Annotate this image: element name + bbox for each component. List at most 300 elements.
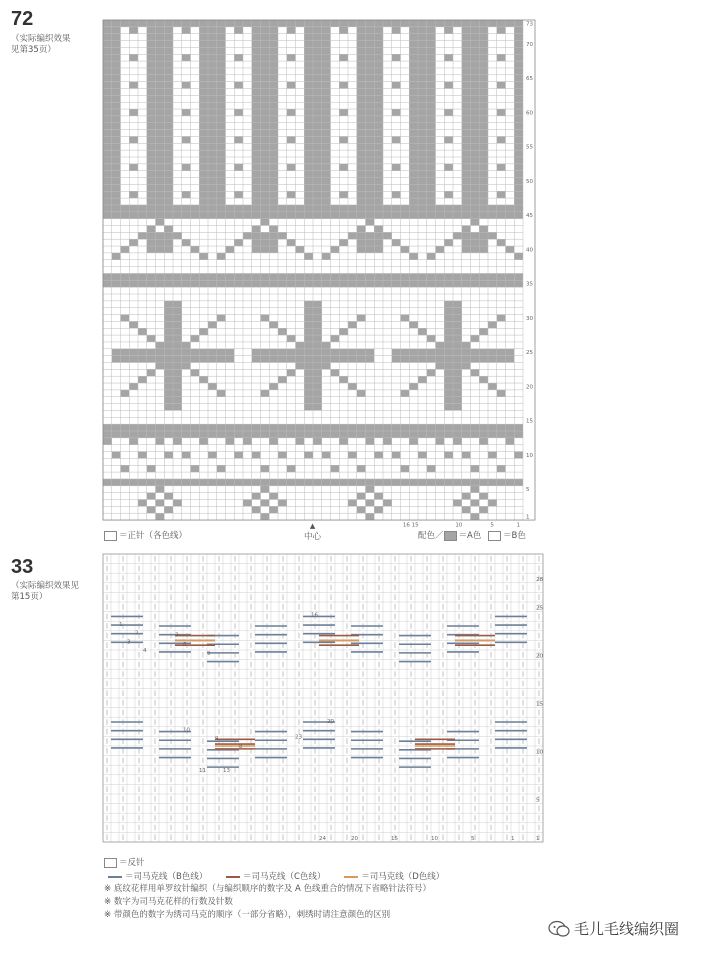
cell-a: [304, 390, 313, 397]
cell-a: [147, 424, 156, 431]
row-label: 65: [526, 76, 533, 83]
cell-a: [374, 75, 383, 82]
cell-a: [471, 465, 480, 472]
cell-a: [497, 431, 506, 438]
cell-a: [409, 178, 418, 185]
cell-a: [217, 75, 226, 82]
cell-a: [269, 232, 278, 239]
cell-a: [182, 431, 191, 438]
cell-a: [304, 404, 313, 411]
cell-a: [261, 273, 270, 280]
cell-a: [304, 157, 313, 164]
cell-a: [261, 130, 270, 137]
cell-a: [471, 123, 480, 130]
cell-a: [129, 136, 138, 143]
cell-a: [304, 479, 313, 486]
cell-a: [462, 342, 471, 349]
cell-a: [156, 232, 165, 239]
cell-a: [199, 205, 208, 212]
cell-a: [269, 479, 278, 486]
cell-a: [217, 82, 226, 89]
cell-a: [479, 506, 488, 513]
cell-a: [488, 321, 497, 328]
line-c-icon: [226, 876, 240, 878]
cell-a: [147, 431, 156, 438]
cell-a: [453, 438, 462, 445]
cell-a: [401, 315, 410, 322]
line-b-icon: [108, 876, 122, 878]
cell-a: [331, 20, 340, 27]
cell-a: [401, 356, 410, 363]
cell-a: [269, 246, 278, 253]
cell-a: [182, 20, 191, 27]
cell-a: [444, 335, 453, 342]
cell-a: [462, 226, 471, 233]
cell-a: [331, 246, 340, 253]
cell-a: [418, 150, 427, 157]
cell-a: [348, 500, 357, 507]
cell-a: [357, 116, 366, 123]
cell-a: [374, 226, 383, 233]
cell-a: [313, 280, 322, 287]
stitch-order-number: 10: [183, 727, 190, 734]
cell-a: [156, 123, 165, 130]
cell-a: [418, 376, 427, 383]
cell-a: [444, 20, 453, 27]
cell-a: [278, 212, 287, 219]
cell-a: [366, 54, 375, 61]
cell-a: [164, 198, 173, 205]
cell-a: [418, 61, 427, 68]
cell-a: [208, 82, 217, 89]
cell-a: [488, 424, 497, 431]
cell-a: [357, 246, 366, 253]
cell-a: [164, 431, 173, 438]
cell-a: [208, 198, 217, 205]
cell-a: [479, 356, 488, 363]
cell-a: [252, 20, 261, 27]
cell-a: [383, 205, 392, 212]
legend-knit-label: ＝正针（各色线）: [119, 531, 188, 541]
cell-a: [322, 130, 331, 137]
cell-a: [514, 123, 523, 130]
cell-a: [121, 20, 130, 27]
row-label: 25: [536, 605, 543, 612]
cell-a: [471, 68, 480, 75]
cell-a: [278, 431, 287, 438]
cell-a: [138, 479, 147, 486]
cell-a: [339, 376, 348, 383]
stitch-order-number: 9: [215, 736, 219, 743]
cell-a: [374, 123, 383, 130]
cell-a: [471, 75, 480, 82]
cell-a: [366, 143, 375, 150]
cell-a: [147, 68, 156, 75]
cell-a: [164, 68, 173, 75]
cell-a: [383, 438, 392, 445]
cell-a: [357, 232, 366, 239]
chart-72-note: [11, 34, 71, 56]
cell-a: [471, 356, 480, 363]
color-a-swatch-icon: [444, 531, 457, 541]
cell-a: [471, 171, 480, 178]
cell-a: [462, 232, 471, 239]
cell-a: [331, 280, 340, 287]
cell-a: [208, 184, 217, 191]
cell-a: [164, 397, 173, 404]
cell-a: [313, 356, 322, 363]
cell-a: [462, 150, 471, 157]
cell-a: [182, 27, 191, 34]
cell-a: [217, 356, 226, 363]
cell-a: [252, 506, 261, 513]
cell-a: [514, 157, 523, 164]
cell-a: [357, 315, 366, 322]
cell-a: [366, 219, 375, 226]
cell-a: [514, 205, 523, 212]
cell-a: [173, 404, 182, 411]
cell-a: [304, 75, 313, 82]
cell-a: [313, 273, 322, 280]
cell-a: [313, 376, 322, 383]
cell-a: [357, 95, 366, 102]
cell-a: [383, 431, 392, 438]
cell-a: [313, 116, 322, 123]
cell-a: [366, 116, 375, 123]
cell-a: [409, 171, 418, 178]
cell-a: [418, 123, 427, 130]
cell-a: [164, 212, 173, 219]
cell-a: [103, 123, 112, 130]
cell-a: [313, 205, 322, 212]
cell-a: [252, 239, 261, 246]
cell-a: [366, 34, 375, 41]
cell-a: [234, 164, 243, 171]
cell-a: [103, 20, 112, 27]
cell-a: [304, 397, 313, 404]
cell-a: [243, 273, 252, 280]
cell-a: [252, 356, 261, 363]
row-label: 40: [526, 247, 533, 254]
cell-a: [374, 205, 383, 212]
cell-a: [226, 205, 235, 212]
cell-a: [331, 369, 340, 376]
cell-a: [261, 95, 270, 102]
stitch-order-number: 11: [199, 767, 206, 774]
cell-a: [226, 280, 235, 287]
cell-a: [296, 280, 305, 287]
cell-a: [164, 191, 173, 198]
cell-a: [374, 34, 383, 41]
cell-a: [269, 95, 278, 102]
cell-a: [121, 212, 130, 219]
stitch-order-number: 1: [119, 622, 123, 628]
cell-a: [348, 479, 357, 486]
cell-a: [156, 89, 165, 96]
cell-a: [313, 191, 322, 198]
cell-a: [357, 171, 366, 178]
chart-33-number: 33: [11, 556, 34, 578]
cell-a: [348, 383, 357, 390]
cell-a: [112, 109, 121, 116]
cell-a: [287, 136, 296, 143]
cell-a: [261, 68, 270, 75]
cell-a: [366, 500, 375, 507]
cell-a: [392, 424, 401, 431]
cell-a: [129, 27, 138, 34]
cell-a: [164, 150, 173, 157]
cell-a: [173, 479, 182, 486]
cell-a: [418, 178, 427, 185]
cell-a: [234, 136, 243, 143]
cell-a: [304, 123, 313, 130]
cell-a: [471, 34, 480, 41]
cell-a: [339, 54, 348, 61]
cell-a: [147, 226, 156, 233]
cell-a: [208, 41, 217, 48]
cell-a: [173, 363, 182, 370]
cell-a: [331, 335, 340, 342]
cell-a: [138, 328, 147, 335]
cell-a: [471, 239, 480, 246]
cell-a: [156, 136, 165, 143]
cell-a: [112, 452, 121, 459]
cell-a: [409, 143, 418, 150]
cell-a: [173, 390, 182, 397]
cell-a: [147, 356, 156, 363]
cell-a: [497, 424, 506, 431]
legend-purl-label: ＝反针: [119, 858, 145, 868]
cell-a: [138, 205, 147, 212]
cell-a: [488, 500, 497, 507]
cell-a: [471, 349, 480, 356]
cell-a: [304, 164, 313, 171]
cell-a: [304, 184, 313, 191]
cell-a: [208, 130, 217, 137]
cell-a: [409, 20, 418, 27]
cell-a: [287, 280, 296, 287]
cell-a: [156, 143, 165, 150]
stitch-label: 20: [351, 836, 358, 842]
cell-a: [488, 20, 497, 27]
cell-a: [182, 109, 191, 116]
cell-a: [471, 61, 480, 68]
cell-a: [147, 54, 156, 61]
cell-a: [199, 61, 208, 68]
cell-a: [427, 34, 436, 41]
cell-a: [514, 130, 523, 137]
cell-a: [514, 424, 523, 431]
cell-a: [392, 479, 401, 486]
cell-a: [453, 205, 462, 212]
cell-a: [164, 328, 173, 335]
cell-a: [304, 95, 313, 102]
cell-a: [138, 452, 147, 459]
cell-a: [121, 315, 130, 322]
cell-a: [471, 335, 480, 342]
cell-a: [296, 438, 305, 445]
cell-a: [261, 123, 270, 130]
cell-a: [269, 280, 278, 287]
cell-a: [208, 191, 217, 198]
cell-a: [514, 82, 523, 89]
cell-a: [444, 308, 453, 315]
cell-a: [173, 342, 182, 349]
cell-a: [374, 198, 383, 205]
row-label: 70: [526, 41, 533, 48]
cell-a: [234, 54, 243, 61]
cell-a: [436, 438, 445, 445]
purl-swatch-icon: [104, 858, 117, 868]
cell-a: [462, 280, 471, 287]
cell-a: [164, 239, 173, 246]
cell-a: [164, 123, 173, 130]
cell-a: [199, 253, 208, 260]
cell-a: [304, 34, 313, 41]
stitch-order-number: 9: [207, 650, 211, 657]
cell-a: [453, 20, 462, 27]
cell-a: [234, 191, 243, 198]
cell-a: [103, 95, 112, 102]
stitch-order-number: 16: [311, 612, 318, 619]
cell-a: [296, 342, 305, 349]
cell-a: [479, 102, 488, 109]
cell-a: [164, 390, 173, 397]
cell-a: [471, 102, 480, 109]
cell-a: [191, 335, 200, 342]
cell-a: [129, 20, 138, 27]
cell-a: [366, 150, 375, 157]
cell-a: [287, 164, 296, 171]
cell-a: [357, 273, 366, 280]
cell-a: [409, 102, 418, 109]
cell-a: [147, 191, 156, 198]
cell-a: [331, 479, 340, 486]
cell-a: [199, 34, 208, 41]
cell-a: [121, 465, 130, 472]
cell-a: [339, 239, 348, 246]
cell-a: [261, 116, 270, 123]
cell-a: [479, 143, 488, 150]
cell-a: [313, 150, 322, 157]
cell-a: [322, 212, 331, 219]
cell-a: [427, 75, 436, 82]
row-label: 5: [526, 487, 530, 494]
cell-a: [479, 82, 488, 89]
cell-a: [182, 479, 191, 486]
cell-a: [147, 178, 156, 185]
cell-a: [252, 89, 261, 96]
cell-a: [121, 246, 130, 253]
cell-a: [191, 349, 200, 356]
cell-a: [112, 212, 121, 219]
cell-a: [436, 424, 445, 431]
cell-a: [287, 479, 296, 486]
cell-a: [156, 513, 165, 520]
cell-a: [374, 178, 383, 185]
cell-a: [182, 82, 191, 89]
cell-a: [471, 486, 480, 493]
cell-a: [514, 191, 523, 198]
cell-a: [453, 349, 462, 356]
cell-a: [208, 61, 217, 68]
cell-a: [156, 486, 165, 493]
cell-a: [129, 273, 138, 280]
cell-a: [234, 20, 243, 27]
cell-a: [418, 82, 427, 89]
cell-a: [409, 150, 418, 157]
cell-a: [479, 184, 488, 191]
cell-a: [357, 198, 366, 205]
cell-a: [471, 150, 480, 157]
cell-a: [313, 308, 322, 315]
cell-a: [243, 438, 252, 445]
cell-a: [471, 219, 480, 226]
cell-a: [173, 397, 182, 404]
cell-a: [269, 383, 278, 390]
cell-a: [261, 486, 270, 493]
cell-a: [261, 82, 270, 89]
cell-a: [156, 342, 165, 349]
cell-a: [427, 205, 436, 212]
cell-a: [366, 75, 375, 82]
cell-a: [383, 280, 392, 287]
chart-33-legend-purl: [104, 856, 145, 868]
cell-a: [173, 301, 182, 308]
cell-a: [418, 130, 427, 137]
cell-a: [226, 431, 235, 438]
cell-a: [497, 191, 506, 198]
cell-a: [208, 34, 217, 41]
cell-a: [173, 212, 182, 219]
cell-a: [243, 479, 252, 486]
cell-a: [156, 20, 165, 27]
cell-a: [418, 89, 427, 96]
cell-a: [304, 342, 313, 349]
cell-a: [339, 479, 348, 486]
cell-a: [462, 424, 471, 431]
cell-a: [252, 68, 261, 75]
cell-a: [366, 82, 375, 89]
cell-a: [304, 150, 313, 157]
cell-a: [261, 465, 270, 472]
cell-a: [436, 212, 445, 219]
cell-a: [112, 356, 121, 363]
cell-a: [217, 212, 226, 219]
cell-a: [331, 349, 340, 356]
cell-a: [366, 280, 375, 287]
cell-a: [252, 61, 261, 68]
cell-a: [418, 191, 427, 198]
cell-a: [182, 191, 191, 198]
cell-a: [409, 280, 418, 287]
cell-a: [514, 178, 523, 185]
cell-a: [322, 61, 331, 68]
cell-a: [418, 273, 427, 280]
cell-a: [129, 356, 138, 363]
cell-a: [409, 89, 418, 96]
cell-a: [488, 479, 497, 486]
cell-a: [173, 424, 182, 431]
cell-a: [322, 452, 331, 459]
legend-b-label: ＝B色: [503, 531, 526, 541]
cell-a: [462, 123, 471, 130]
cell-a: [269, 424, 278, 431]
cell-a: [357, 130, 366, 137]
cell-a: [287, 369, 296, 376]
cell-a: [462, 349, 471, 356]
cell-a: [357, 136, 366, 143]
